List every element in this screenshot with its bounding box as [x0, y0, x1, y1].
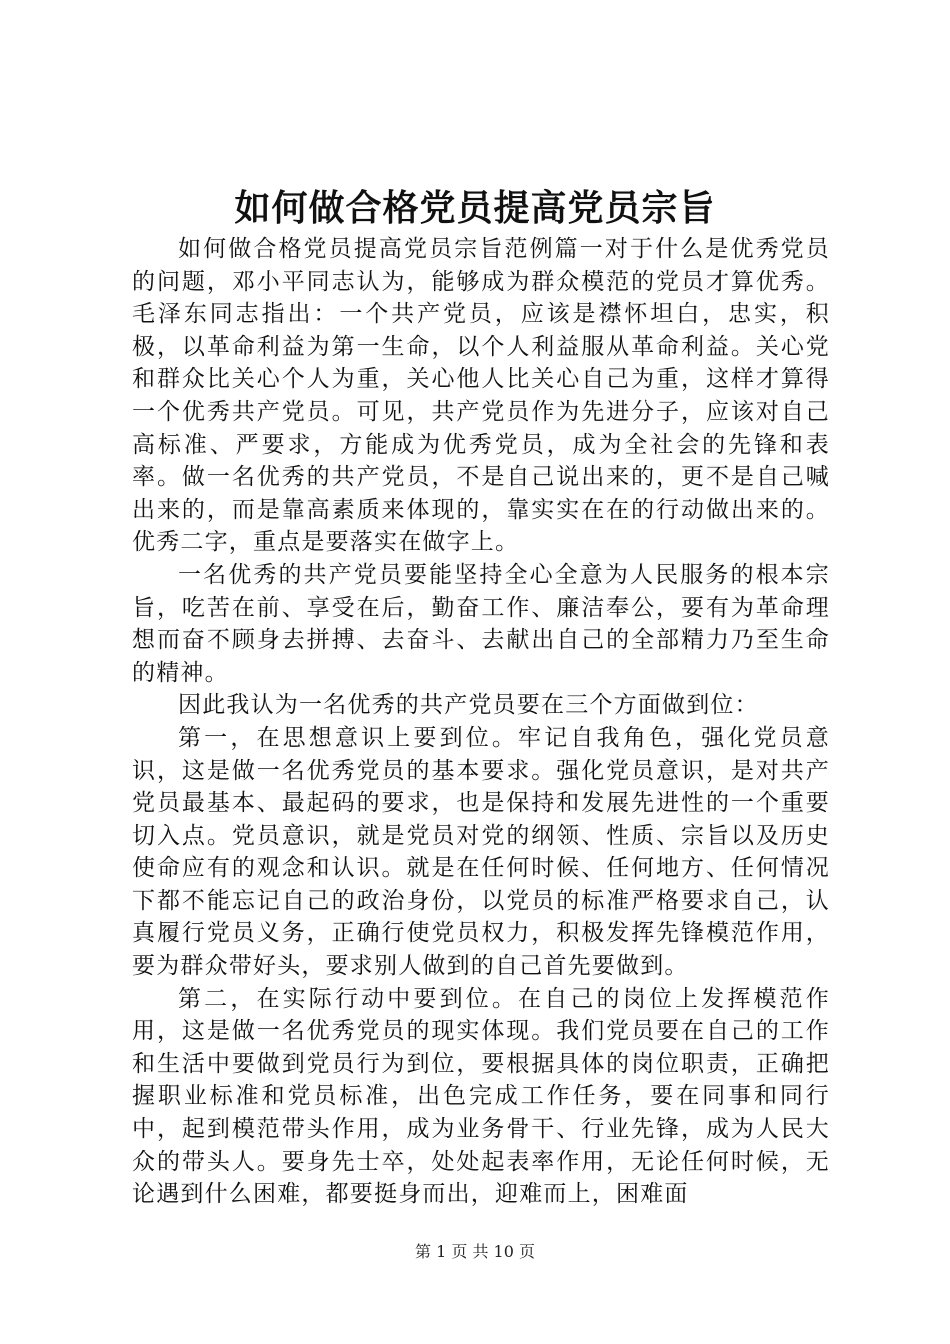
- body-paragraph: 一名优秀的共产党员要能坚持全心全意为人民服务的根本宗旨，吃苦在前、享受在后，勤奋工作、廉洁奉公，要有为革命理想而奋不顾身去拼搏、去奋斗、去献出自己的全部精力乃至生命的精神。: [132, 561, 830, 686]
- document-title: 如何做合格党员提高党员宗旨: [234, 187, 716, 229]
- body-paragraph: 如何做合格党员提高党员宗旨范例篇一对于什么是优秀党员的问题，邓小平同志认为，能够成为群众模范的党员才算优秀。毛泽东同志指出：一个共产党员，应该是襟怀坦白，忠实，积极，以革命利益为第一生命，以个人利益服从革命利益。关心党和群众比关心个人为重，关心他人比关心自己为重，这样才算得一个优秀共产党员。可见，共产党员作为先进分子，应该对自己高标准、严要求，方能成为优秀党员，成为全社会的先锋和表率。做一名优秀的共产党员，不是自己说出来的，更不是自己喊出来的，而是靠高素质来体现的，靠实实在在的行动做出来的。优秀二字，重点是要落实在做字上。: [132, 236, 830, 556]
- page-number-footer: 第 1 页 共 10 页: [415, 1242, 535, 1261]
- body-paragraph: 第二，在实际行动中要到位。在自己的岗位上发挥模范作用，这是做一名优秀党员的现实体现。我们党员要在自己的工作和生活中要做到党员行为到位，要根据具体的岗位职责，正确把握职业标准和党员标准，出色完成工作任务，要在同事和同行中，起到模范带头作用，成为业务骨干、行业先锋，成为人民大众的带头人。要身先士卒，处处起表率作用，无论任何时候，无论遇到什么困难，都要挺身而出，迎难而上，困难面: [132, 985, 830, 1208]
- body-paragraph: 因此我认为一名优秀的共产党员要在三个方面做到位：: [178, 692, 759, 719]
- body-paragraph: 第一，在思想意识上要到位。牢记自我角色，强化党员意识，这是做一名优秀党员的基本要求。强化党员意识，是对共产党员最基本、最起码的要求，也是保持和发展先进性的一个重要切入点。党员意识，就是党员对党的纲领、性质、宗旨以及历史使命应有的观念和认识。就是在任何时候、任何地方、任何情况下都不能忘记自己的政治身份，以党员的标准严格要求自己，认真履行党员义务，正确行使党员权力，积极发挥先锋模范作用，要为群众带好头，要求别人做到的自己首先要做到。: [132, 724, 830, 980]
- document-body: [132, 233, 830, 1211]
